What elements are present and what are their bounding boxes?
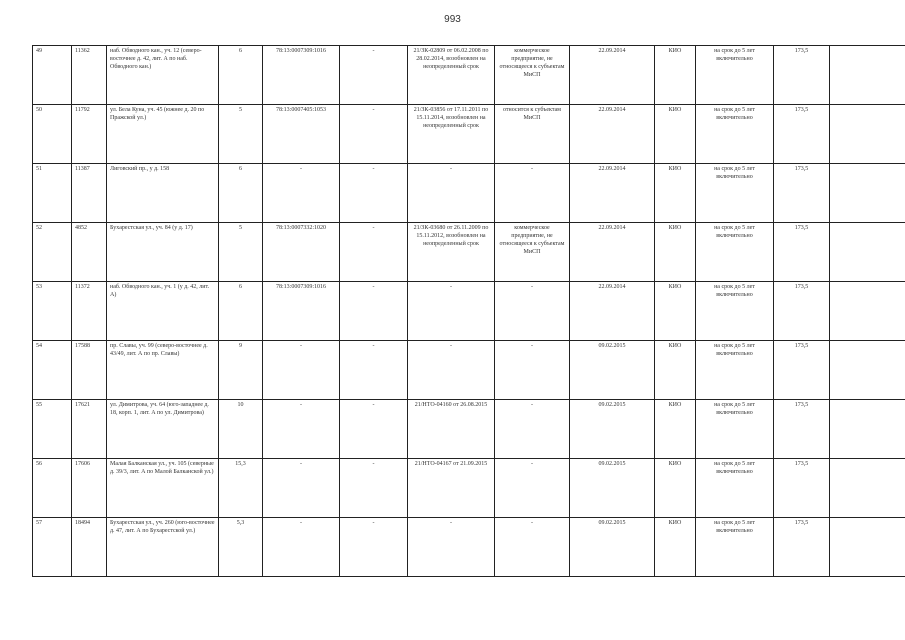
notes-cell bbox=[830, 164, 905, 223]
table-row bbox=[33, 518, 905, 577]
object-id-cell: 11362 bbox=[72, 46, 107, 105]
date-cell: 22.09.2014 bbox=[570, 223, 655, 282]
status-cell: относится к субъектам МиСП bbox=[495, 105, 570, 164]
cadastral-number-cell: - bbox=[263, 518, 340, 577]
table-row bbox=[33, 282, 905, 341]
contract-cell: 21/НТО-04167 от 21.09.2015 bbox=[408, 459, 495, 518]
row-number-cell: 51 bbox=[33, 164, 72, 223]
date-cell: 22.09.2014 bbox=[570, 164, 655, 223]
organization-cell: КИО bbox=[655, 282, 696, 341]
term-cell: на срок до 5 лет включительно bbox=[696, 518, 774, 577]
organization-cell: КИО bbox=[655, 459, 696, 518]
organization-cell: КИО bbox=[655, 341, 696, 400]
notes-cell bbox=[830, 282, 905, 341]
column-5-cell: - bbox=[340, 282, 408, 341]
object-id-cell: 4852 bbox=[72, 223, 107, 282]
registry-table bbox=[32, 45, 905, 577]
column-5-cell: - bbox=[340, 459, 408, 518]
status-cell: - bbox=[495, 400, 570, 459]
cadastral-number-cell: - bbox=[263, 459, 340, 518]
object-id-cell: 17588 bbox=[72, 341, 107, 400]
code-cell: 173,5 bbox=[774, 282, 830, 341]
contract-cell: - bbox=[408, 164, 495, 223]
term-cell: на срок до 5 лет включительно bbox=[696, 105, 774, 164]
object-id-cell: 18494 bbox=[72, 518, 107, 577]
area-cell: 9 bbox=[219, 341, 263, 400]
table-row bbox=[33, 459, 905, 518]
row-number-cell: 55 bbox=[33, 400, 72, 459]
contract-cell: 21/ЗК-03680 от 26.11.2009 по 15.11.2012, возобновлен на неопределенный срок bbox=[408, 223, 495, 282]
object-id-cell: 11792 bbox=[72, 105, 107, 164]
notes-cell bbox=[830, 341, 905, 400]
area-cell: 5 bbox=[219, 105, 263, 164]
date-cell: 09.02.2015 bbox=[570, 400, 655, 459]
row-number-cell: 56 bbox=[33, 459, 72, 518]
code-cell: 173,5 bbox=[774, 164, 830, 223]
organization-cell: КИО bbox=[655, 518, 696, 577]
organization-cell: КИО bbox=[655, 223, 696, 282]
notes-cell bbox=[830, 223, 905, 282]
table-row bbox=[33, 164, 905, 223]
address-cell: ул. Димитрова, уч. 64 (юго-западнее д. 18, корп. 1, лит. А по ул. Димитрова) bbox=[107, 400, 219, 459]
code-cell: 173,5 bbox=[774, 341, 830, 400]
date-cell: 09.02.2015 bbox=[570, 459, 655, 518]
notes-cell bbox=[830, 518, 905, 577]
code-cell: 173,5 bbox=[774, 105, 830, 164]
cadastral-number-cell: 78:13:0007405:1053 bbox=[263, 105, 340, 164]
date-cell: 22.09.2014 bbox=[570, 105, 655, 164]
date-cell: 09.02.2015 bbox=[570, 518, 655, 577]
address-cell: Бухарестская ул., уч. 84 (у д. 17) bbox=[107, 223, 219, 282]
cadastral-number-cell: - bbox=[263, 164, 340, 223]
table-row bbox=[33, 105, 905, 164]
row-number-cell: 50 bbox=[33, 105, 72, 164]
contract-cell: - bbox=[408, 282, 495, 341]
table-row bbox=[33, 223, 905, 282]
contract-cell: 21/ЗК-02809 от 06.02.2008 по 28.02.2014, возобновлен на неопределенный срок bbox=[408, 46, 495, 105]
date-cell: 09.02.2015 bbox=[570, 341, 655, 400]
status-cell: коммерческое предприятие, не относящееся к субъектам МиСП bbox=[495, 223, 570, 282]
table-row bbox=[33, 341, 905, 400]
column-5-cell: - bbox=[340, 223, 408, 282]
object-id-cell: 11372 bbox=[72, 282, 107, 341]
code-cell: 173,5 bbox=[774, 223, 830, 282]
table-row bbox=[33, 46, 905, 105]
cadastral-number-cell: 78:13:0007309:1016 bbox=[263, 46, 340, 105]
address-cell: ул. Бела Куна, уч. 45 (южнее д. 20 по Пражской ул.) bbox=[107, 105, 219, 164]
address-cell: Бухарестская ул., уч. 260 (юго-восточнее д. 47, лит. А по Бухарестской ул.) bbox=[107, 518, 219, 577]
area-cell: 10 bbox=[219, 400, 263, 459]
status-cell: - bbox=[495, 282, 570, 341]
column-5-cell: - bbox=[340, 400, 408, 459]
row-number-cell: 53 bbox=[33, 282, 72, 341]
date-cell: 22.09.2014 bbox=[570, 46, 655, 105]
organization-cell: КИО bbox=[655, 164, 696, 223]
area-cell: 6 bbox=[219, 46, 263, 105]
contract-cell: - bbox=[408, 341, 495, 400]
address-cell: Малая Балканская ул., уч. 105 (северные д. 39/3, лит. А по Малой Балканской ул.) bbox=[107, 459, 219, 518]
column-5-cell: - bbox=[340, 46, 408, 105]
area-cell: 6 bbox=[219, 164, 263, 223]
row-number-cell: 49 bbox=[33, 46, 72, 105]
term-cell: на срок до 5 лет включительно bbox=[696, 164, 774, 223]
address-cell: Лиговский пр., у д. 158 bbox=[107, 164, 219, 223]
column-5-cell: - bbox=[340, 105, 408, 164]
status-cell: - bbox=[495, 459, 570, 518]
contract-cell: 21/НТО-04160 от 26.08.2015 bbox=[408, 400, 495, 459]
code-cell: 173,5 bbox=[774, 400, 830, 459]
term-cell: на срок до 5 лет включительно bbox=[696, 223, 774, 282]
address-cell: наб. Обводного кан., уч. 12 (северо-восточнее д. 42, лит. А по наб. Обводного кан.) bbox=[107, 46, 219, 105]
column-5-cell: - bbox=[340, 164, 408, 223]
term-cell: на срок до 5 лет включительно bbox=[696, 282, 774, 341]
area-cell: 6 bbox=[219, 282, 263, 341]
code-cell: 173,5 bbox=[774, 459, 830, 518]
cadastral-number-cell: 78:13:0007309:1016 bbox=[263, 282, 340, 341]
table-row bbox=[33, 400, 905, 459]
notes-cell bbox=[830, 400, 905, 459]
column-5-cell: - bbox=[340, 341, 408, 400]
page-number: 993 bbox=[444, 14, 461, 25]
row-number-cell: 57 bbox=[33, 518, 72, 577]
cadastral-number-cell: 78:13:0007332:1020 bbox=[263, 223, 340, 282]
term-cell: на срок до 5 лет включительно bbox=[696, 341, 774, 400]
area-cell: 5,3 bbox=[219, 518, 263, 577]
contract-cell: - bbox=[408, 518, 495, 577]
term-cell: на срок до 5 лет включительно bbox=[696, 46, 774, 105]
contract-cell: 21/ЗК-03856 от 17.11.2011 по 15.11.2014, возобновлен на неопределенный срок bbox=[408, 105, 495, 164]
status-cell: коммерческое предприятие, не относящееся к субъектам МиСП bbox=[495, 46, 570, 105]
status-cell: - bbox=[495, 518, 570, 577]
address-cell: наб. Обводного кан., уч. 1 (у д. 42, лит. А) bbox=[107, 282, 219, 341]
organization-cell: КИО bbox=[655, 46, 696, 105]
organization-cell: КИО bbox=[655, 400, 696, 459]
row-number-cell: 52 bbox=[33, 223, 72, 282]
date-cell: 22.09.2014 bbox=[570, 282, 655, 341]
cadastral-number-cell: - bbox=[263, 341, 340, 400]
area-cell: 15,3 bbox=[219, 459, 263, 518]
object-id-cell: 11387 bbox=[72, 164, 107, 223]
cadastral-number-cell: - bbox=[263, 400, 340, 459]
notes-cell bbox=[830, 459, 905, 518]
address-cell: пр. Славы, уч. 99 (северо-восточнее д. 43/49, лит. А по пр. Славы) bbox=[107, 341, 219, 400]
row-number-cell: 54 bbox=[33, 341, 72, 400]
notes-cell bbox=[830, 105, 905, 164]
notes-cell bbox=[830, 46, 905, 105]
object-id-cell: 17621 bbox=[72, 400, 107, 459]
area-cell: 5 bbox=[219, 223, 263, 282]
term-cell: на срок до 5 лет включительно bbox=[696, 400, 774, 459]
status-cell: - bbox=[495, 341, 570, 400]
code-cell: 173,5 bbox=[774, 518, 830, 577]
status-cell: - bbox=[495, 164, 570, 223]
column-5-cell: - bbox=[340, 518, 408, 577]
organization-cell: КИО bbox=[655, 105, 696, 164]
term-cell: на срок до 5 лет включительно bbox=[696, 459, 774, 518]
code-cell: 173,5 bbox=[774, 46, 830, 105]
object-id-cell: 17606 bbox=[72, 459, 107, 518]
